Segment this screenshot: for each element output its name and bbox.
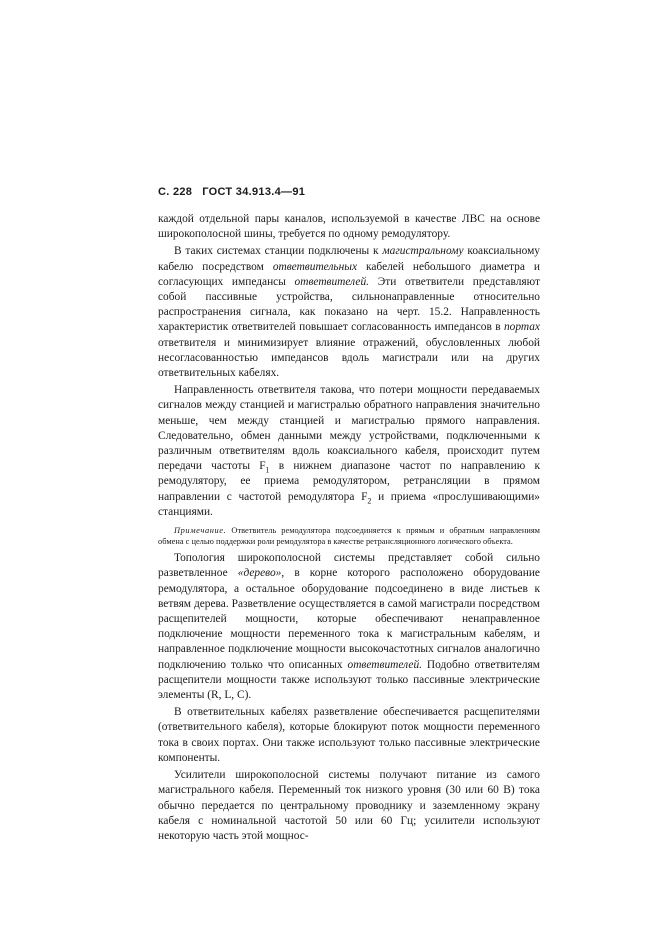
paragraph-1: каждой отдельной пары каналов, используемой в качестве ЛВС на основе широкополосной шины, требуется по одному ремодулятору. [158,213,540,241]
paragraph-6: Усилители широкополосной системы получают питание из самого магистрального кабеля. Переменный ток низкого уровня (30 или 60 В) тока обычно передается по центральному проводнику и заземленному экрану кабеля с номинальной частотой 50 или 60 Гц; усилители используют некоторую часть этой мощнос- [158,769,540,842]
page-header [158,186,540,198]
note-label: Примечание. [174,526,227,536]
paragraph-3: Направленность ответвителя такова, что потери мощности передаваемых сигналов между станцией и магистралью обратного направления значительно меньше, чем между станцией и магистралью прямого направления. Следовательно, обмен данными между устройствами, подключенными к различным ответвителям вдоль коаксиального кабеля, происходит путем передачи частоты $F_1$ в нижнем диапазоне частот по направлению к ремодулятору, ее приема ремодулятором, ретрансляции в прямом направлении с частотой ремодулятора $F_2$ и приема «прослушивающими» станциями. [158,384,540,518]
paragraph-5: В ответвительных кабелях разветвление обеспечивается расщепителями (ответвительного кабеля), которые блокируют поток мощности переменного тока в своих портах. Они также используют только пассивные электрические компоненты. [158,706,540,764]
paragraph-2: В таких системах станции подключены к магистральному коаксиальному кабелю посредством ответвительных кабелей небольшого диаметра и согласующих импедансы ответвителей. Эти ответвители представляют собой пассивные устройства, сильнонаправленные относительно распространения сигнала, как показано на черт. 15.2. Направленность характеристик ответвителей повышает согласованность импедансов в портах ответвителя и минимизирует влияние отражений, обусловленных любой несогласованностью импедансов вдоль магистрали или на других ответвительных кабелях. [158,245,540,380]
page-number: С. 228 [158,186,193,198]
note-text: Ответвитель ремодулятора подсоединяется к прямым и обратным направлениям обмена с целью поддержки роли ремодулятора в качестве ретрансляционного логического объекта. [158,526,540,546]
document-page [158,186,540,846]
standard-code: ГОСТ 34.913.4—91 [202,186,306,198]
note [158,526,540,547]
paragraph-4: Топология широкополосной системы представляет собой сильно разветвленное «дерево», в корне которого расположено оборудование ремодулятора, а остальное оборудование подсоединено в виде листьев к ветвям дерева. Разветвление осуществляется в самой магистрали посредством расщепителей мощности, которые обеспечивают ненаправленное подключение мощности переменного тока к магистральным кабелям, и направленное подключение мощности высокочастотных сигналов аналогично подключению только что описанных ответвителей. Подобно ответвителям расщепители мощности также используют только пассивные электрические элементы (R, L, C). [158,552,540,702]
